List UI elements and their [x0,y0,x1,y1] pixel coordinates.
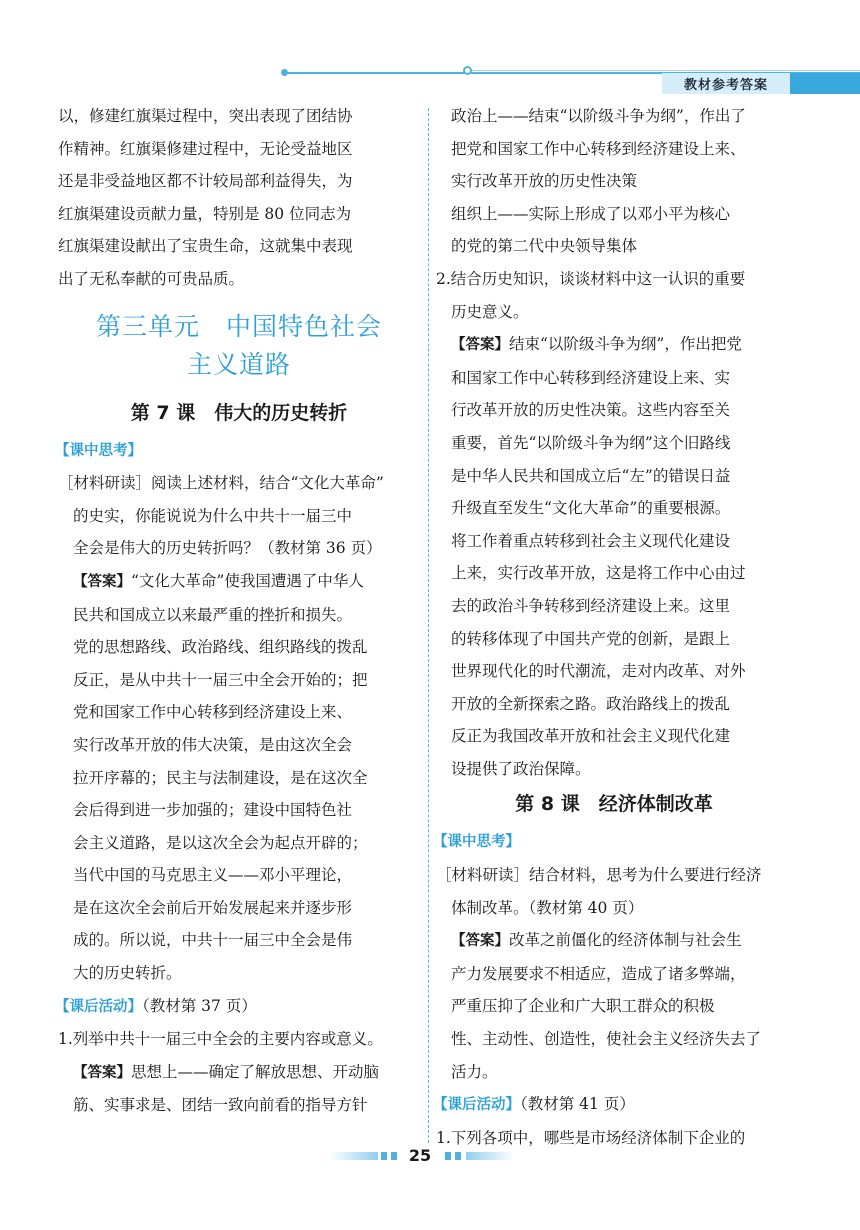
answer-line: 拉开序幕的；民主与法制建设，是在这次全 [73,768,368,787]
answer-line: 当代中国的马克思主义——邓小平理论， [73,866,353,885]
question-line: 全会是伟大的历史转折吗？（教材第 36 页） [73,539,382,558]
answer-line: 开放的全新探索之路。政治路线上的拨乱 [451,694,731,713]
answer-line: 成的。所以说，中共十一届三中全会是伟 [73,931,353,950]
question-line: 1.列举中共十一届三中全会的主要内容或意义。 [58,1030,383,1049]
lesson-8-title: 第 8 课 经济体制改革 [515,793,713,816]
tag-after: 【课后活动】 [55,998,142,1015]
left-column [55,100,420,1122]
answer-line: 和国家工作中心转移到经济建设上来、实 [451,368,731,387]
question-line: 2.结合历史知识，谈谈材料中这一认识的重要 [436,269,746,288]
question-line: ［材料研读］阅读上述材料，结合“文化大革命” [58,474,384,493]
answer-line: 设提供了政治保障。 [451,759,591,778]
answer-line [58,1056,420,1090]
question-line: 1.下列各项中，哪些是市场经济体制下企业的 [436,1128,746,1147]
answer-line: 实行改革开放的伟大决策，是由这次全会 [73,735,353,754]
question-line: 历史意义。 [451,302,529,321]
right-column [433,100,792,1154]
answer-line: 组织上——实际上形成了以邓小平为核心 [451,204,731,223]
answer-line: 把党和国家工作中心转移到经济建设上来、 [451,139,746,158]
answer-label: 【答案】 [451,337,509,354]
intro-line: 还是非受益地区都不计较局部利益得失，为 [58,172,353,191]
header-title: 教材参考答案 [662,73,790,94]
question-line: 的史实，你能说说为什么中共十一届三中 [73,506,353,525]
tag-think: 【课中思考】 [433,834,520,851]
header-tab [790,73,860,94]
answer-line: 严重压抑了企业和广大职工群众的积极 [451,997,715,1016]
answer-line: 反正为我国改革开放和社会主义现代化建 [451,727,731,746]
footer-bar-right [466,1152,514,1160]
section-tag-line [55,990,420,1024]
intro-line: 以，修建红旗渠过程中，突出表现了团结协 [58,107,353,125]
footer-square [391,1152,397,1160]
answer-line: 是在这次全会前后开始发展起来并逐步形 [73,898,353,917]
intro-line: 作精神。红旗渠修建过程中，无论受益地区 [58,139,353,158]
answer-text: 结束“以阶级斗争为纲”，作出把党 [509,335,742,354]
answer-line [436,924,792,958]
answer-line: 党的思想路线、政治路线、组织路线的拨乱 [73,638,368,657]
after-ref: （教材第 41 页） [520,1095,635,1114]
intro-line: 红旗渠建设献出了宝贵生命，这就集中表现 [58,237,353,256]
answer-line: 是中华人民共和国成立后“左”的错误日益 [451,466,731,485]
answer-line: 会主义道路，是以这次全会为起点开辟的； [73,833,368,852]
tag-after: 【课后活动】 [433,1097,520,1114]
answer-line: 重要，首先“以阶级斗争为纲”这个旧路线 [451,433,731,452]
answer-line: 筋、实事求是、团结一致向前看的指导方针 [73,1096,368,1115]
header-ring-dot [463,66,472,75]
after-ref: （教材第 37 页） [142,996,257,1015]
answer-line: 世界现代化的时代潮流，走对内改革、对外 [451,662,746,681]
answer-line: 活力。 [451,1062,498,1081]
answer-line: 升级直至发生“文化大革命”的重要根源。 [451,499,731,518]
section-tag-line [433,825,792,859]
column-divider [428,108,429,1143]
footer-bar-left [330,1152,378,1160]
answer-label: 【答案】 [73,573,131,590]
answer-text: 思想上——确定了解放思想、开动脑 [131,1062,380,1081]
header-dot [281,69,288,76]
footer-square [455,1152,461,1160]
page-footer [0,1143,860,1169]
answer-line: 去的政治斗争转移到经济建设上来。这里 [451,596,731,615]
answer-line: 的转移体现了中国共产党的创新，是跟上 [451,629,731,648]
unit-title [58,308,420,384]
footer-square [445,1152,451,1160]
answer-line: 将工作着重点转移到社会主义现代化建设 [451,531,731,550]
unit-title-line1: 第三单元 中国特色社会 [95,311,382,341]
question-line: 体制改革。（教材第 40 页） [451,898,644,917]
header-rule-thin [470,70,860,71]
answer-line: 行改革开放的历史性决策。这些内容至关 [451,401,731,420]
answer-line: 的党的第二代中央领导集体 [451,237,638,256]
answer-label: 【答案】 [451,933,509,950]
lesson-7-title: 第 7 课 伟大的历史转折 [130,401,348,424]
unit-title-line2: 主义道路 [186,349,291,379]
answer-line: 性、主动性、创造性，使社会主义经济失去了 [451,1030,762,1049]
answer-line: 会后得到进一步加强的；建设中国特色社 [73,801,353,820]
answer-line: 产力发展要求不相适应，造成了诸多弊端， [451,964,746,983]
answer-text: 改革之前僵化的经济体制与社会生 [509,931,742,950]
answer-line: 民共和国成立以来最严重的挫折和损失。 [73,605,353,624]
answer-line: 实行改革开放的历史性决策 [451,172,638,191]
answer-line: 上来，实行改革开放，这是将工作中心由过 [451,564,746,583]
answer-line: 大的历史转折。 [73,964,182,983]
question-line: ［材料研读］结合材料，思考为什么要进行经济 [436,866,762,885]
intro-line: 出了无私奉献的可贵品质。 [58,269,245,288]
answer-label: 【答案】 [73,1064,131,1081]
answer-line: 反正，是从中共十一届三中全会开始的；把 [73,670,368,689]
tag-think: 【课中思考】 [55,442,142,459]
answer-line [436,328,792,362]
page-number: 25 [408,1146,432,1165]
answer-line: 党和国家工作中心转移到经济建设上来、 [73,703,353,722]
section-tag-line [433,1088,792,1122]
footer-square [381,1152,387,1160]
answer-line [58,565,420,599]
intro-line: 红旗渠建设贡献力量，特别是 80 位同志为 [58,204,352,223]
answer-text: “文化大革命”使我国遭遇了中华人 [131,571,364,590]
section-tag [55,434,420,468]
answer-line: 政治上——结束“以阶级斗争为纲”，作出了 [451,107,746,125]
